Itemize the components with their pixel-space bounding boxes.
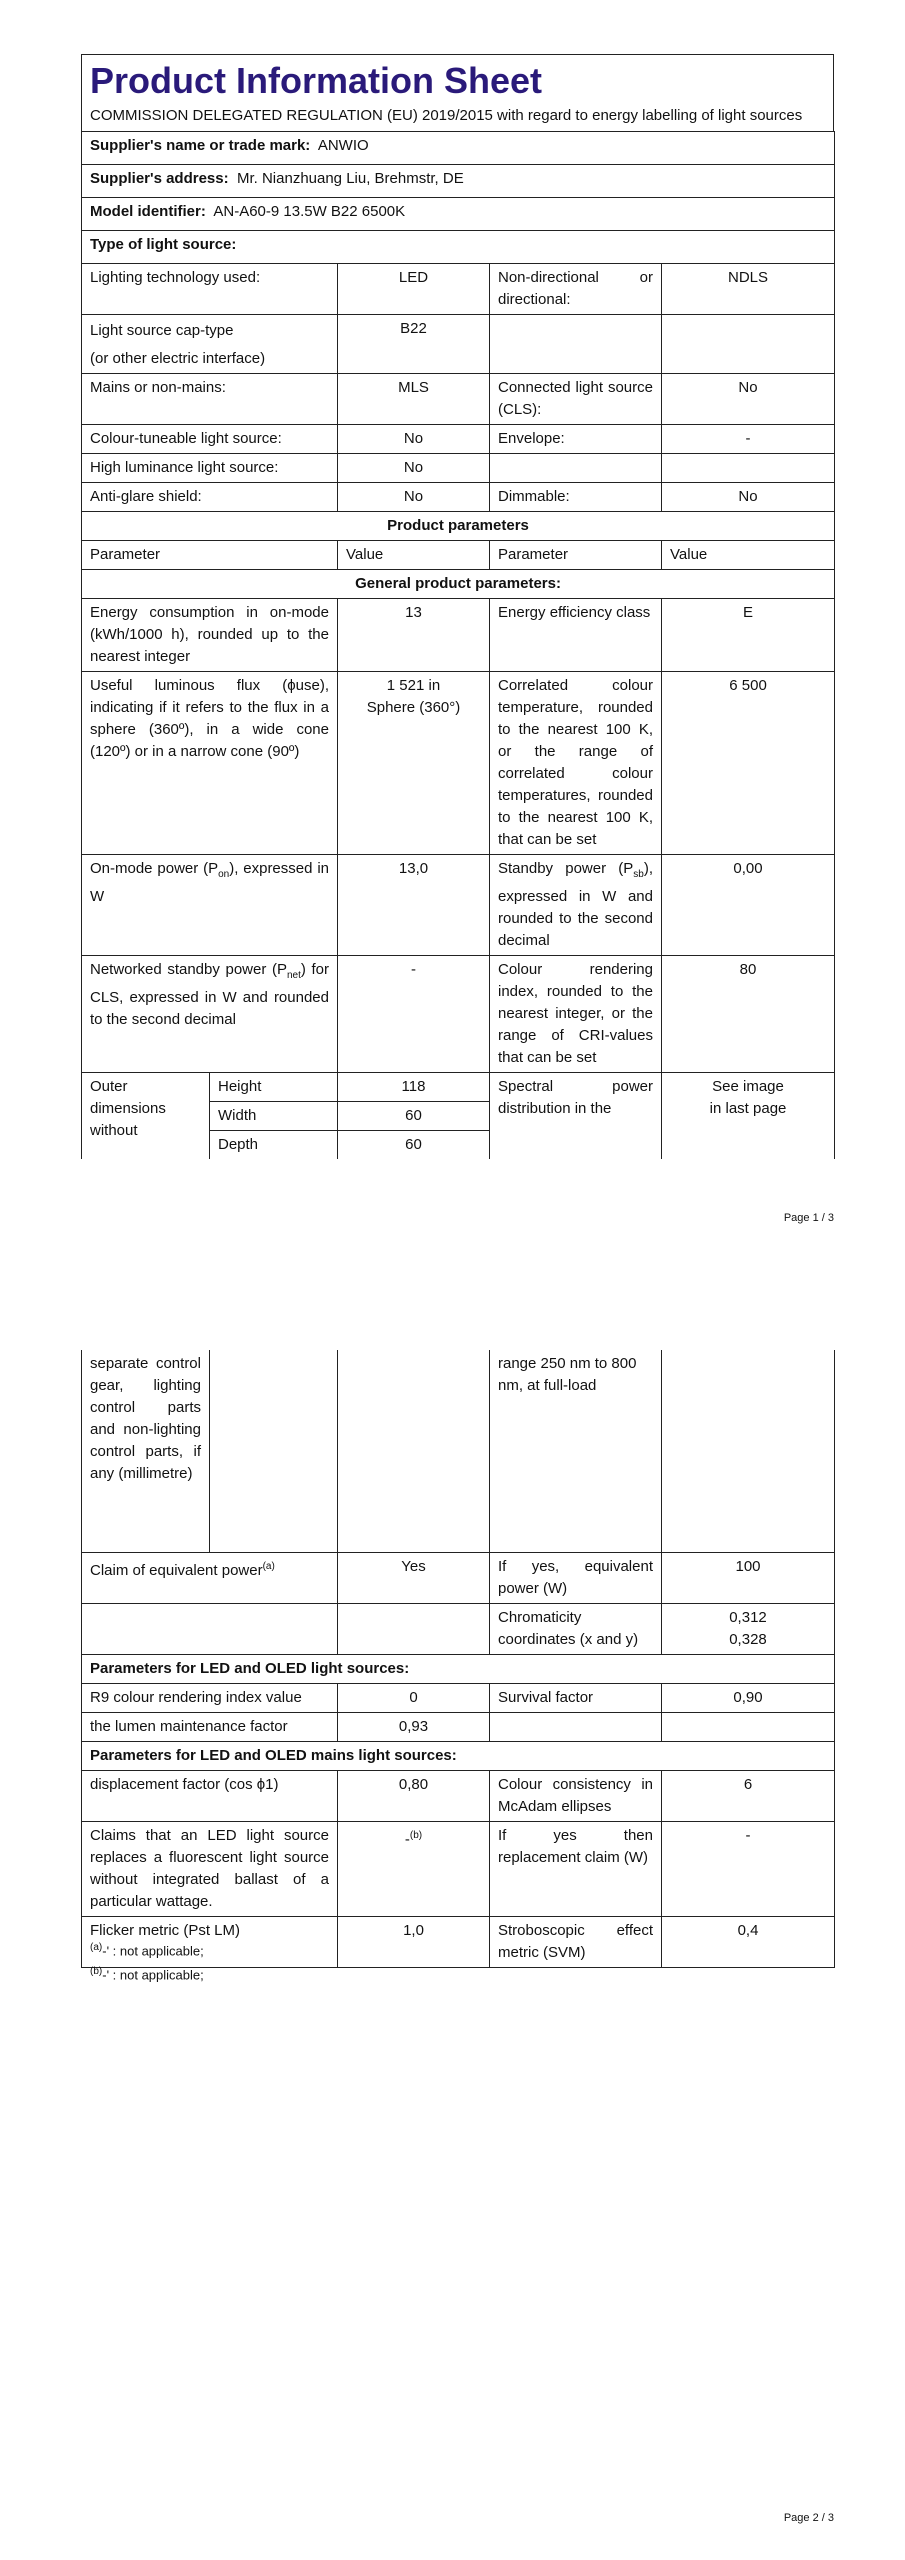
lighting-tech-row (82, 264, 835, 315)
equivalent-power-claim-label: Claim of equivalent power (90, 1562, 263, 1579)
cct-label: Correlated colour temperature, rounded to the nearest 100 K, or the range of correlated colour temperatures, rounded to the nearest 100 K, that can be set (490, 672, 662, 855)
equivalent-power-value: 100 (662, 1553, 835, 1604)
supplier-name-label: Supplier's name or trade mark: (90, 137, 311, 154)
page-number-1: Page 1 / 3 (783, 1212, 834, 1224)
cct-value: 6 500 (662, 672, 835, 855)
height-row (82, 1073, 835, 1102)
supplier-name-value: ANWIO (317, 137, 369, 154)
col-parameter-1: Parameter (82, 541, 338, 570)
envelope-value: - (662, 425, 835, 454)
page-2 (0, 1280, 905, 2560)
displacement-label: displacement factor (cos ϕ1) (82, 1771, 338, 1822)
dimmable-value: No (662, 483, 835, 512)
supplier-address-value: Mr. Nianzhuang Liu, Brehmstr, DE (236, 170, 464, 187)
r9-label: R9 colour rendering index value (82, 1684, 338, 1713)
directional-label: Non-directional or directional: (490, 264, 662, 315)
model-row (82, 198, 835, 231)
cri-label: Colour rendering index, rounded to the nearest integer, or the range of CRI-values that can be set (490, 956, 662, 1073)
anti-glare-value: No (338, 483, 490, 512)
stroboscopic-label: Stroboscopic effect metric (SVM) (490, 1917, 662, 1968)
energy-row (82, 599, 835, 672)
outer-dimensions-label: Outer dimensions without (82, 1073, 210, 1160)
footnote-b: $^{(b)}$-' : not applicable; (90, 1966, 204, 1983)
on-mode-power-row (82, 855, 835, 956)
col-parameter-2: Parameter (490, 541, 662, 570)
height-label: Height (210, 1073, 338, 1102)
r9-row (82, 1684, 835, 1713)
sheet-page-2 (81, 1350, 834, 1968)
anti-glare-label: Anti-glare shield: (82, 483, 338, 512)
r9-value: 0 (338, 1684, 490, 1713)
lumen-maintenance-label: the lumen maintenance factor (82, 1713, 338, 1742)
survival-label: Survival factor (490, 1684, 662, 1713)
displacement-value: 0,80 (338, 1771, 490, 1822)
mcadam-value: 6 (662, 1771, 835, 1822)
spd-value: See image (712, 1078, 784, 1095)
cri-value: 80 (662, 956, 835, 1073)
spd-value-note: in last page (709, 1100, 787, 1117)
directional-value: NDLS (662, 264, 835, 315)
type-heading: Type of light source: (82, 231, 835, 264)
flicker-value: 1,0 (338, 1917, 490, 1968)
cap-type-label: Light source cap-type (90, 322, 234, 339)
stroboscopic-value: 0,4 (662, 1917, 835, 1968)
footnote-a: $^{(a)}$-' : not applicable; (90, 1942, 204, 1959)
depth-value: 60 (338, 1131, 490, 1160)
networked-standby-row (82, 956, 835, 1073)
cap-type-row (82, 315, 835, 374)
supplier-address-label: Supplier's address: (90, 170, 229, 187)
mains-row (82, 374, 835, 425)
led-params-heading: Parameters for LED and OLED light sources: (82, 1655, 835, 1684)
fluorescent-claim-row (82, 1822, 835, 1917)
standby-power-value: 0,00 (662, 855, 835, 956)
chromaticity-row (82, 1604, 835, 1655)
tuneable-value: No (338, 425, 490, 454)
type-heading-row (82, 231, 835, 264)
page-title: Product Information Sheet (90, 60, 543, 101)
flux-value: 1 521 in (386, 677, 441, 694)
cap-type-sublabel: (or other electric interface) (90, 350, 266, 367)
general-params-heading: General product parameters: (82, 570, 835, 599)
width-value: 60 (338, 1102, 490, 1131)
fluorescent-claim-label: Claims that an LED light source replaces a fluorescent light source without integrated ballast of a particular wattage. (82, 1822, 338, 1917)
energy-value: 13 (338, 599, 490, 672)
outer-dimensions-continued-row (82, 1350, 835, 1553)
dimmable-label: Dimmable: (490, 483, 662, 512)
tuneable-label: Colour-tuneable light source: (82, 425, 338, 454)
info-table-continued (81, 1350, 835, 1968)
regulation-text: COMMISSION DELEGATED REGULATION (EU) 2019/2015 with regard to energy labelling of light sources (90, 107, 803, 124)
supplier-address-row (82, 165, 835, 198)
width-label: Width (210, 1102, 338, 1131)
on-mode-power-label: On-mode power $(P_{on})$, expressed in W (90, 860, 329, 905)
anti-glare-row (82, 483, 835, 512)
high-luminance-value: No (338, 454, 490, 483)
height-value: 118 (338, 1073, 490, 1102)
model-value: AN-A60-9 13.5W B22 6500K (213, 203, 406, 220)
energy-class-value: E (662, 599, 835, 672)
chromaticity-label: Chromaticity coordinates (x and y) (490, 1604, 662, 1655)
lighting-tech-label: Lighting technology used: (82, 264, 338, 315)
spd-label: Spectral power distribution in the (490, 1073, 662, 1160)
cap-type-value: B22 (338, 315, 490, 374)
flux-row (82, 672, 835, 855)
model-label: Model identifier: (90, 203, 206, 220)
mains-params-heading-row (82, 1742, 835, 1771)
cls-value: No (662, 374, 835, 425)
envelope-label: Envelope: (490, 425, 662, 454)
energy-label: Energy consumption in on-mode (kWh/1000 h), rounded up to the nearest integer (82, 599, 338, 672)
info-table (81, 131, 835, 1159)
flicker-label: Flicker metric (Pst LM) (82, 1917, 338, 1968)
footnote-ref-b: (b) (409, 1830, 423, 1841)
replacement-claim-label: If yes then replacement claim (W) (490, 1822, 662, 1917)
general-params-heading-row (82, 570, 835, 599)
replacement-claim-value: - (662, 1822, 835, 1917)
flux-value-unit: Sphere (360°) (366, 699, 461, 716)
networked-standby-label: Networked standby power $(P_{net})$ for CLS, expressed in W and rounded to the second decimal (90, 961, 329, 1028)
cls-label: Connected light source (CLS): (490, 374, 662, 425)
fluorescent-claim-value: - (404, 1831, 410, 1848)
chromaticity-x: 0,312 (729, 1609, 767, 1626)
lumen-maintenance-value: 0,93 (338, 1713, 490, 1742)
sheet-page-1 (81, 54, 834, 1159)
column-header-row (82, 541, 835, 570)
mcadam-label: Colour consistency in McAdam ellipses (490, 1771, 662, 1822)
mains-label: Mains or non-mains: (82, 374, 338, 425)
sheet-header (81, 54, 834, 131)
flux-label: Useful luminous flux (ϕuse), indicating if it refers to the flux in a sphere (360º), in a wide cone (120º) or in a narrow cone (90º) (82, 672, 338, 855)
on-mode-power-value: 13,0 (338, 855, 490, 956)
page-number-2: Page 2 / 3 (783, 2512, 834, 2524)
col-value-1: Value (338, 541, 490, 570)
high-luminance-row (82, 454, 835, 483)
outer-dimensions-label-continued: separate control gear, lighting control parts and non-lighting control parts, if any (millimetre) (82, 1350, 210, 1553)
networked-standby-value: - (338, 956, 490, 1073)
lumen-maintenance-row (82, 1713, 835, 1742)
equivalent-power-claim-value: Yes (338, 1553, 490, 1604)
product-params-heading-row (82, 512, 835, 541)
supplier-name-row (82, 132, 835, 165)
col-value-2: Value (662, 541, 835, 570)
led-params-heading-row (82, 1655, 835, 1684)
chromaticity-y: 0,328 (729, 1631, 767, 1648)
survival-value: 0,90 (662, 1684, 835, 1713)
high-luminance-label: High luminance light source: (82, 454, 338, 483)
displacement-row (82, 1771, 835, 1822)
equivalent-power-row (82, 1553, 835, 1604)
energy-class-label: Energy efficiency class (490, 599, 662, 672)
lighting-tech-value: LED (338, 264, 490, 315)
tuneable-row (82, 425, 835, 454)
standby-power-label: Standby power $(P_{sb})$, expressed in W and rounded to the second decimal (498, 860, 653, 949)
depth-label: Depth (210, 1131, 338, 1160)
mains-value: MLS (338, 374, 490, 425)
equivalent-power-label: If yes, equivalent power (W) (490, 1553, 662, 1604)
product-params-heading: Product parameters (82, 512, 835, 541)
mains-params-heading: Parameters for LED and OLED mains light sources: (82, 1742, 835, 1771)
spd-label-continued: range 250 nm to 800 nm, at full-load (490, 1350, 662, 1553)
footnote-ref-a: (a) (262, 1561, 275, 1572)
